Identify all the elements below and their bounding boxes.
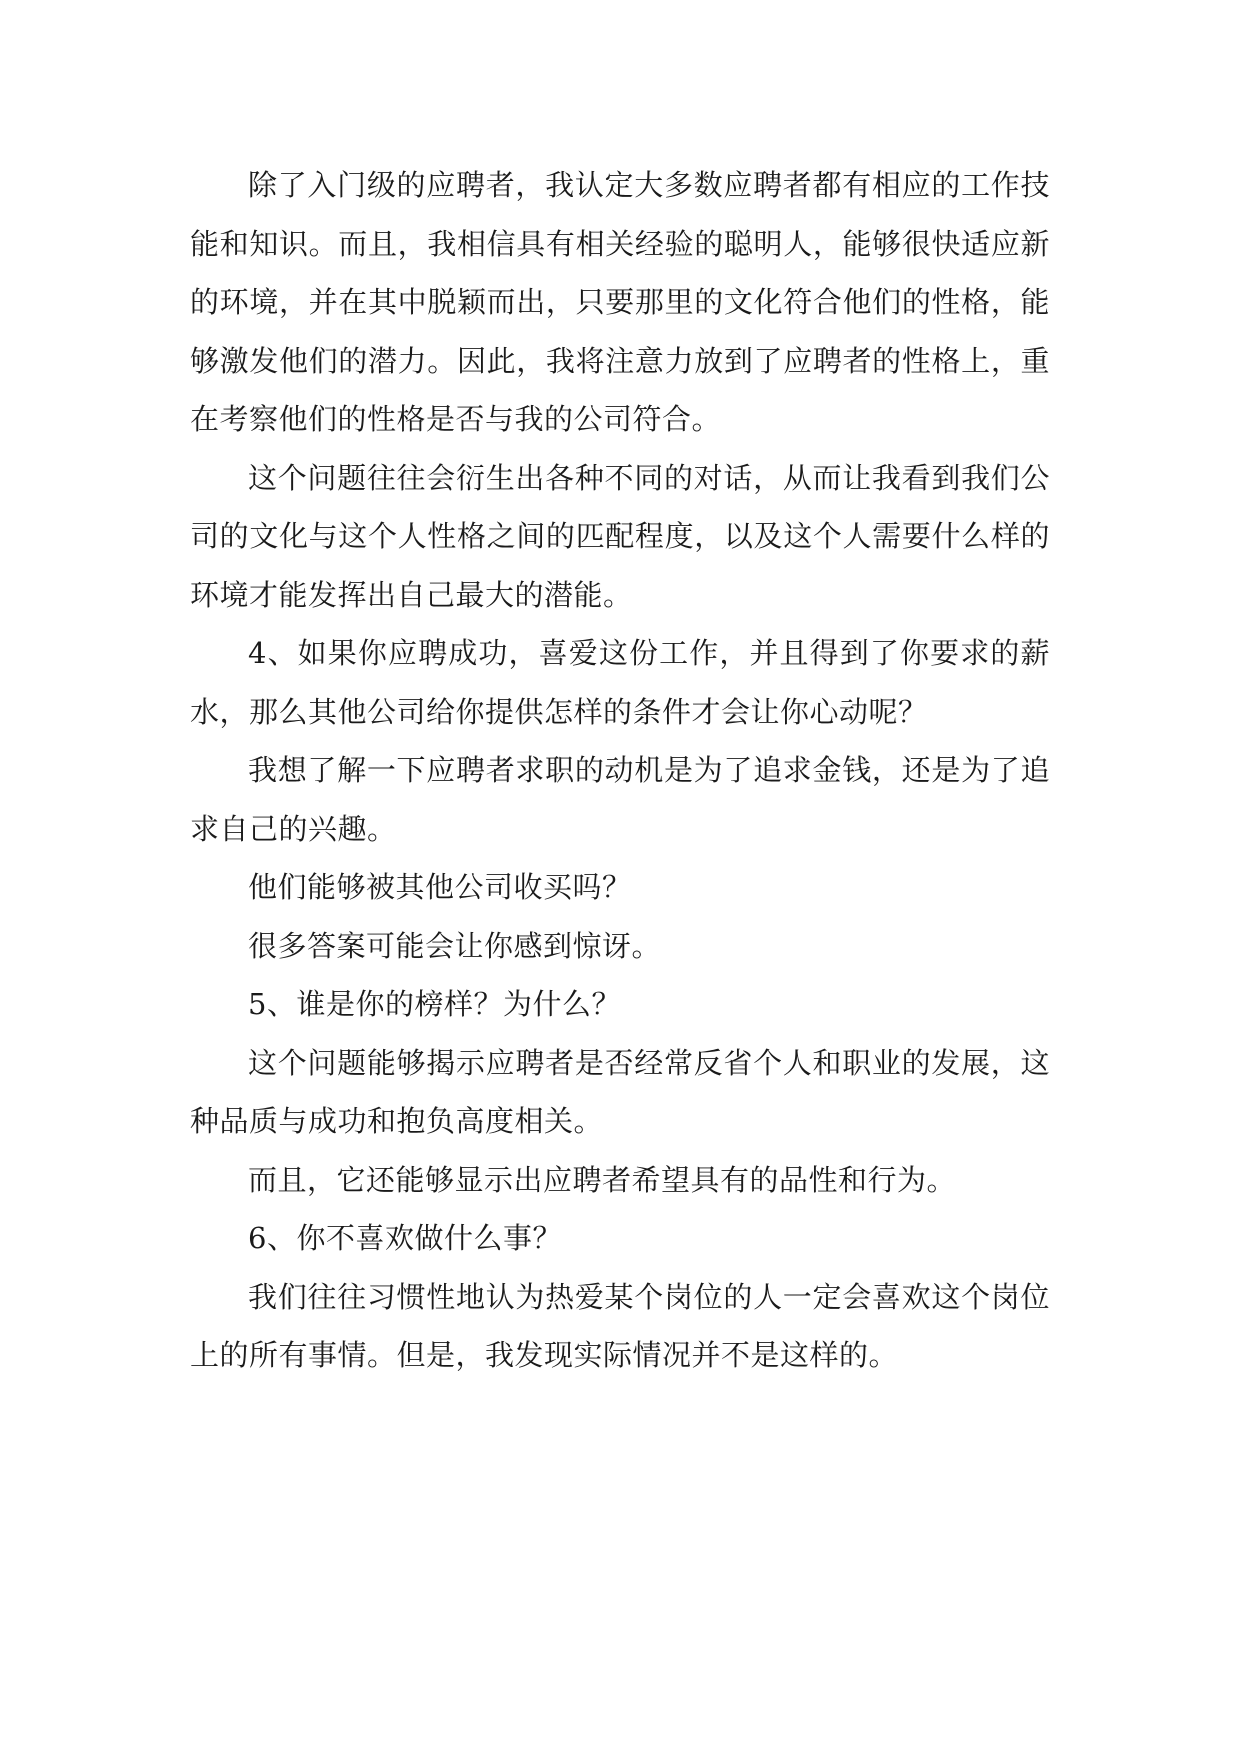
paragraph-1: 除了入门级的应聘者，我认定大多数应聘者都有相应的工作技能和知识。而且，我相信具有相关经验的聪明人，能够很快适应新的环境，并在其中脱颖而出，只要那里的文化符合他们的性格，能够激发他们的潜力。因此，我将注意力放到了应聘者的性格上，重在考察他们的性格是否与我的公司符合。	[190, 168, 1050, 436]
paragraph-8: 这个问题能够揭示应聘者是否经常反省个人和职业的发展，这种品质与成功和抱负高度相关。	[190, 1045, 1050, 1138]
paragraph-3-question-4: 4、如果你应聘成功，喜爱这份工作，并且得到了你要求的薪水，那么其他公司给你提供怎样的条件才会让你心动呢？	[190, 636, 1050, 729]
paragraph-10-question-6: 6、你不喜欢做什么事？	[248, 1221, 562, 1255]
paragraph-2: 这个问题往往会衍生出各种不同的对话，从而让我看到我们公司的文化与这个人性格之间的匹配程度，以及这个人需要什么样的环境才能发挥出自己最大的潜能。	[190, 460, 1050, 612]
paragraph-5: 他们能够被其他公司收买吗？	[248, 870, 632, 904]
paragraph-9: 而且，它还能够显示出应聘者希望具有的品性和行为。	[248, 1162, 957, 1197]
paragraph-4: 我想了解一下应聘者求职的动机是为了追求金钱，还是为了追求自己的兴趣。	[190, 753, 1050, 846]
paragraph-7-question-5: 5、谁是你的榜样？为什么？	[248, 987, 621, 1021]
paragraph-11: 我们往往习惯性地认为热爱某个岗位的人一定会喜欢这个岗位上的所有事情。但是，我发现实际情况并不是这样的。	[190, 1279, 1050, 1372]
paragraph-6: 很多答案可能会让你感到惊讶。	[248, 928, 662, 963]
document-body	[190, 156, 1050, 1385]
